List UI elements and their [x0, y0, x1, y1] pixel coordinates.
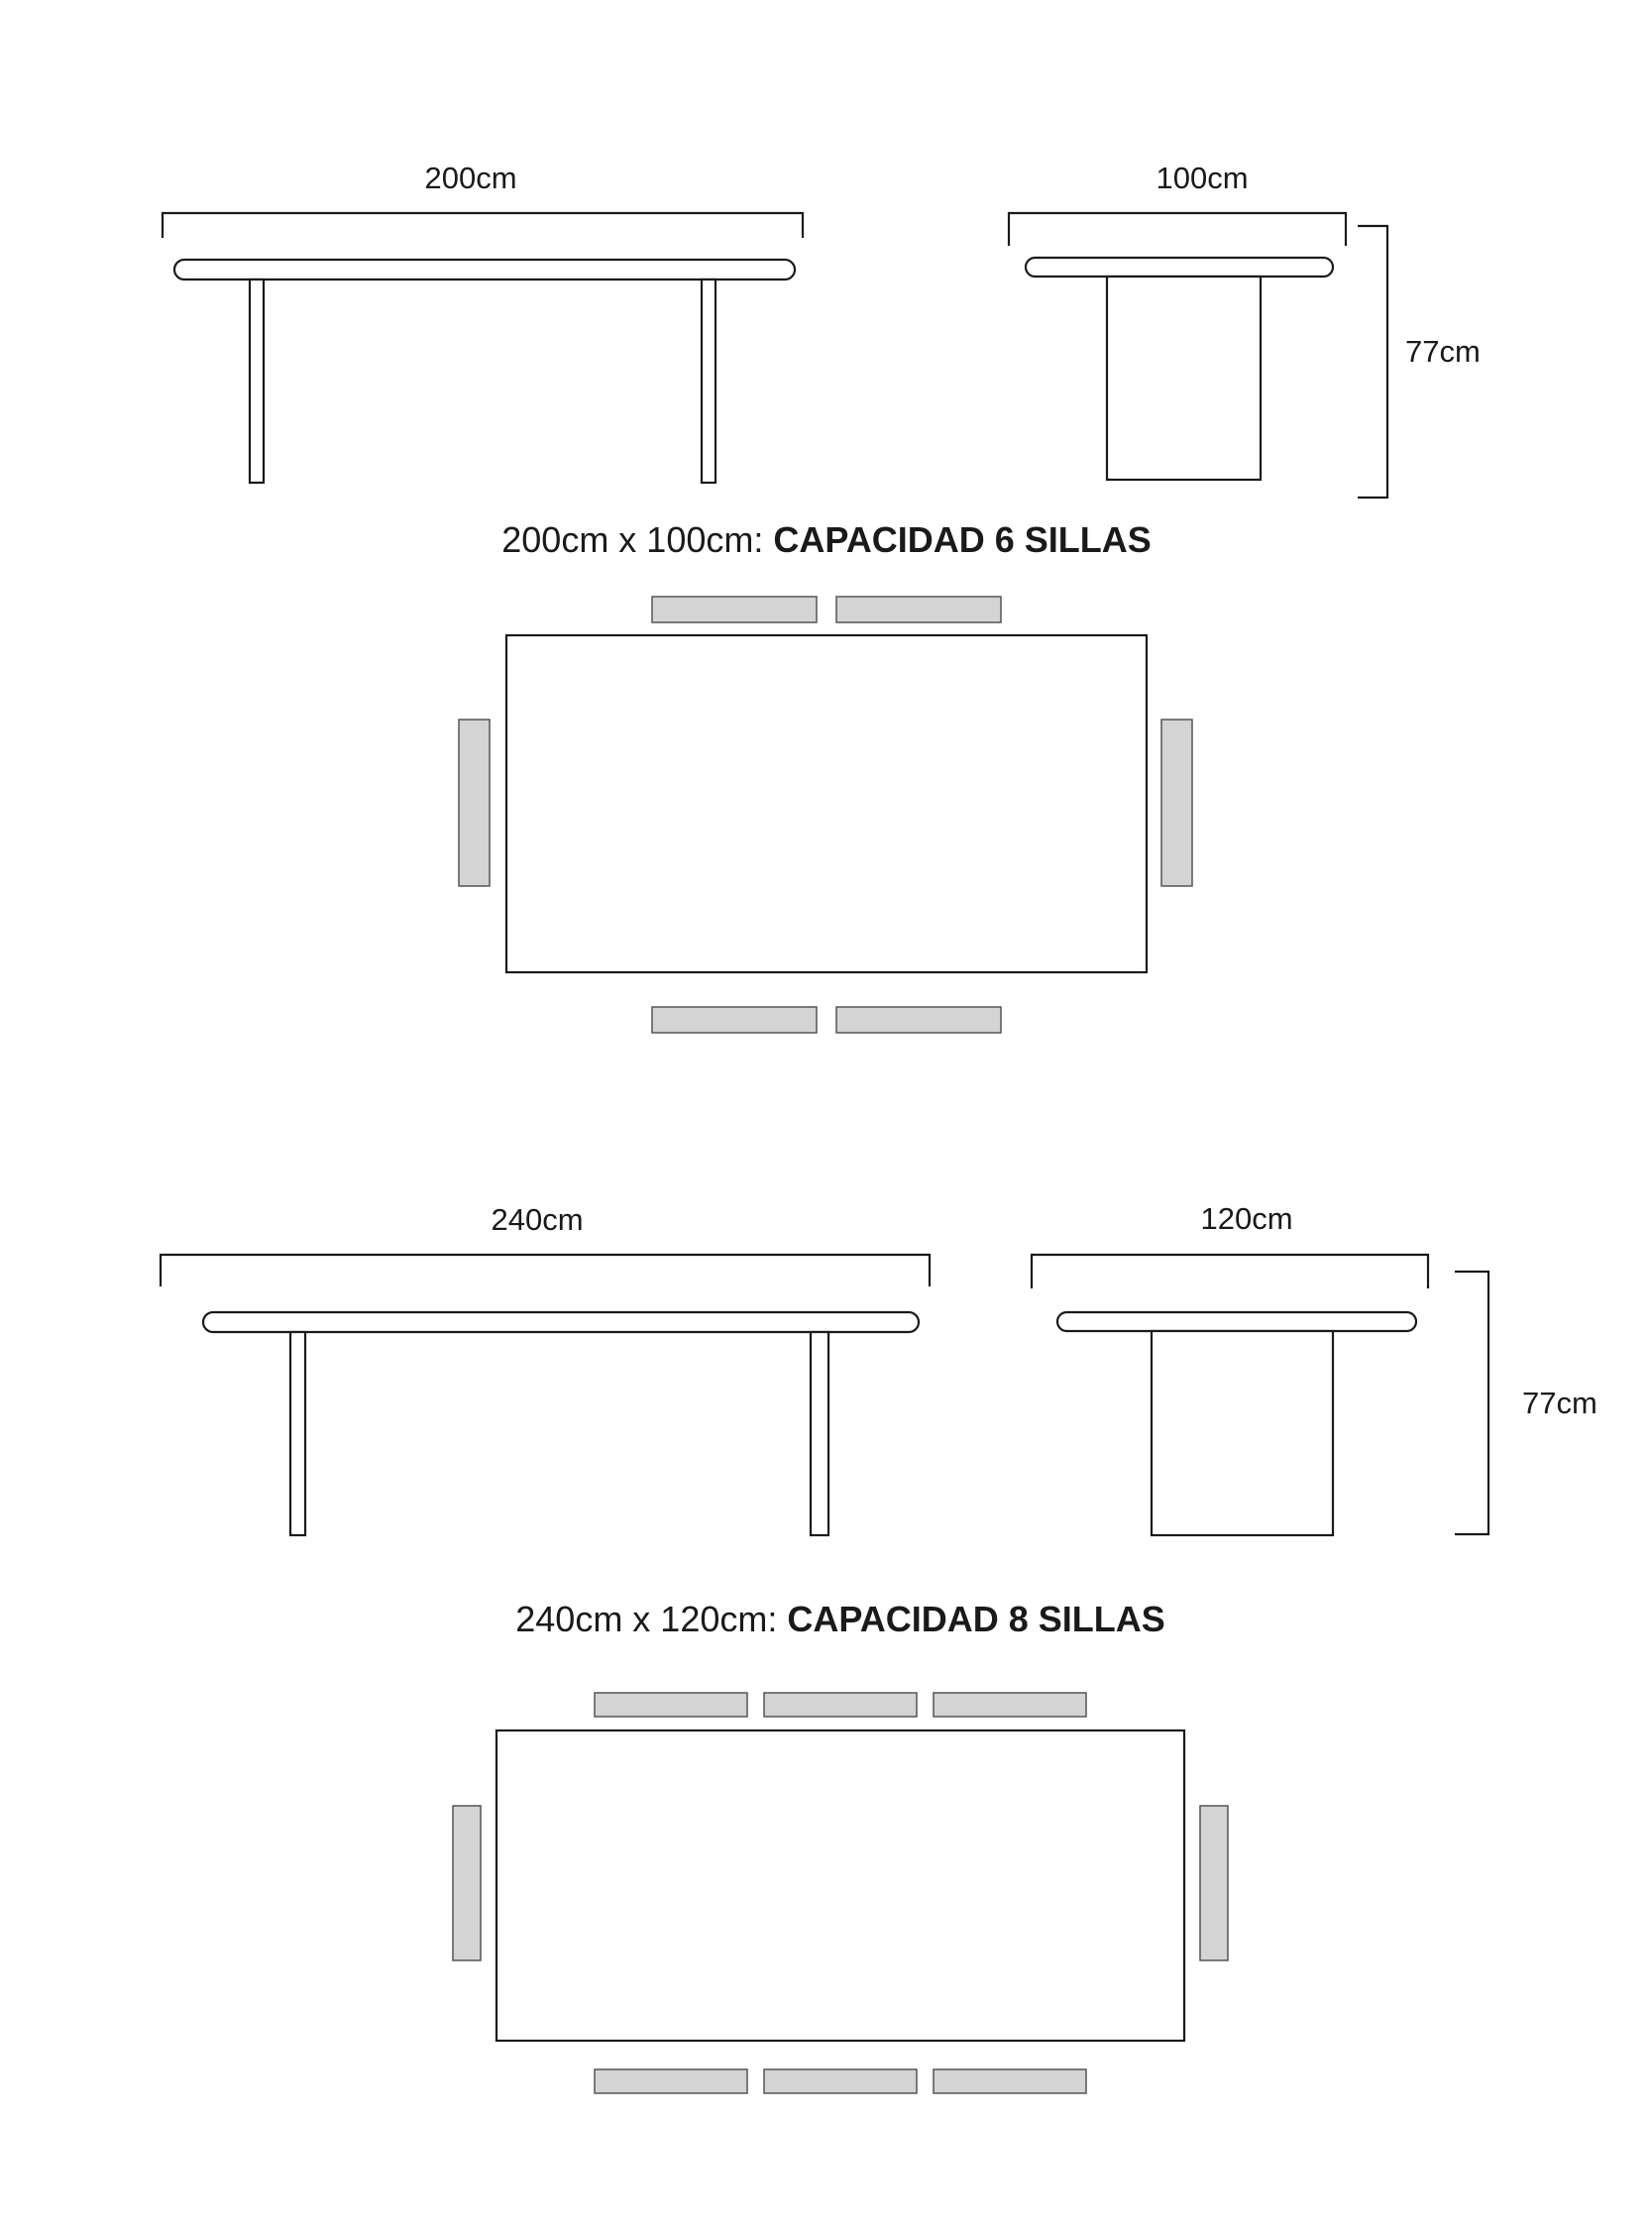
chair-bottom-2 — [764, 2069, 917, 2093]
chair-bottom-2 — [836, 1007, 1001, 1033]
table-2-side-tabletop — [1057, 1312, 1416, 1331]
table-1-caption-capacity: CAPACIDAD 6 SILLAS — [773, 519, 1152, 560]
table-1-caption-size: 200cm x 100cm: — [501, 519, 774, 560]
table-2-front-right-leg — [811, 1332, 828, 1535]
table-1-side-base — [1107, 277, 1261, 480]
table-2-front-width-label: 240cm — [491, 1202, 584, 1237]
table-1-side-view — [1009, 161, 1481, 498]
table-2-front-width-bracket — [161, 1255, 930, 1286]
table-1-plan-tabletop — [506, 635, 1147, 972]
table-1-caption — [501, 519, 1151, 560]
table-1-height-bracket — [1358, 226, 1387, 498]
chair-top-3 — [934, 1693, 1086, 1717]
table-2-side-view — [1032, 1201, 1597, 1535]
table-2-front-left-leg — [290, 1332, 305, 1535]
chair-top-2 — [836, 597, 1001, 622]
table-1-side-width-label: 100cm — [1156, 161, 1249, 195]
table-2-group — [161, 1201, 1597, 2093]
table-1-front-view — [163, 161, 803, 483]
chair-left-1 — [453, 1806, 481, 1960]
chair-left-1 — [459, 720, 490, 886]
table-1-side-width-bracket — [1009, 213, 1346, 246]
chair-bottom-1 — [595, 2069, 747, 2093]
chair-bottom-1 — [652, 1007, 817, 1033]
table-1-front-width-label: 200cm — [424, 161, 517, 195]
table-2-height-label: 77cm — [1522, 1386, 1597, 1420]
table-2-caption — [515, 1599, 1164, 1639]
table-1-plan-view — [459, 597, 1192, 1033]
table-2-caption-size: 240cm x 120cm: — [515, 1599, 788, 1639]
table-2-plan-tabletop — [496, 1730, 1184, 2041]
table-1-height-label: 77cm — [1405, 334, 1481, 369]
table-1-front-tabletop — [174, 260, 795, 279]
chair-top-2 — [764, 1693, 917, 1717]
table-2-side-width-bracket — [1032, 1255, 1428, 1288]
table-2-side-base — [1152, 1331, 1333, 1535]
table-2-height-bracket — [1455, 1272, 1488, 1534]
chair-top-1 — [652, 597, 817, 622]
chair-top-1 — [595, 1693, 747, 1717]
table-2-plan-view — [453, 1693, 1228, 2093]
chair-right-1 — [1161, 720, 1192, 886]
chair-bottom-3 — [934, 2069, 1086, 2093]
chair-right-1 — [1200, 1806, 1228, 1960]
table-1-front-right-leg — [702, 279, 716, 483]
table-2-front-view — [161, 1202, 930, 1535]
table-2-caption-capacity: CAPACIDAD 8 SILLAS — [787, 1599, 1165, 1639]
table-2-side-width-label: 120cm — [1200, 1201, 1293, 1236]
table-1-group — [163, 161, 1481, 1033]
table-1-front-left-leg — [250, 279, 264, 483]
table-1-side-tabletop — [1026, 258, 1333, 277]
table-1-front-width-bracket — [163, 213, 803, 238]
table-2-front-tabletop — [203, 1312, 919, 1332]
